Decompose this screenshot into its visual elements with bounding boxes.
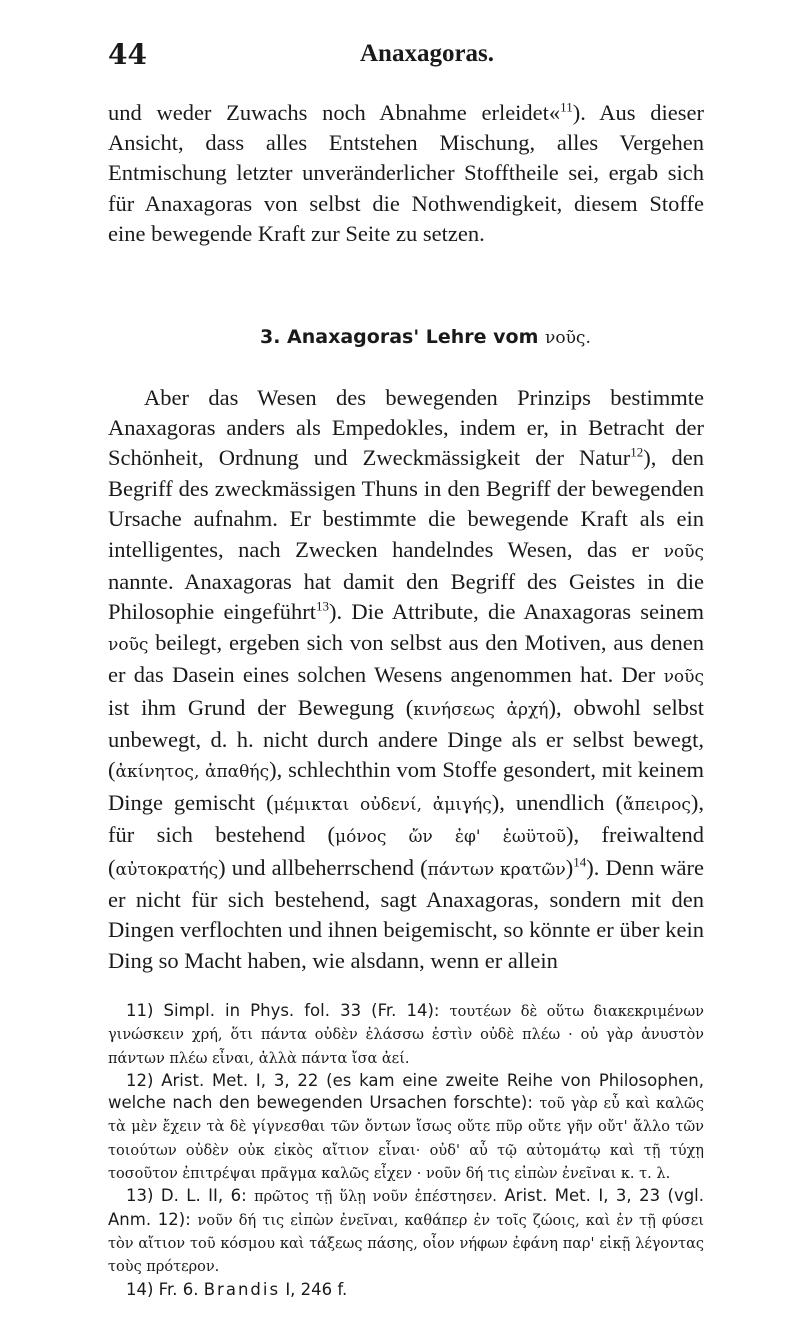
section-title: 3. Anaxagoras' Lehre vom bbox=[260, 326, 539, 348]
footnote-13: 13) D. L. II, 6: πρῶτος τῇ ὕλῃ νοῦν ἐπέστησεν. Arist. Met. I, 3, 23 (vgl. Anm. 12): νοῦν δή τις εἰπὼν ἐνεῖναι, καθάπερ ἐν τοῖς ζώοις, καὶ ἐν τῇ φύσει τὸν αἴτιον τοῦ κόσμου καὶ τάξεως πάσης, οἷον νήφων ἐφάνη παρ' εἰκῇ λέγοντας τοὺς πρότερον. bbox=[108, 1186, 705, 1276]
running-title: Anaxagoras. bbox=[360, 40, 495, 67]
footnote-ref-14[interactable]: 14 bbox=[573, 854, 587, 870]
main-text-8: ), schlechthin vom Stoffe gesondert, mit keinem Dinge gemischt ( bbox=[108, 757, 704, 815]
greek-apeiros: ἄπειρος bbox=[622, 794, 691, 815]
main-text-12: ) und allbeherrschend ( bbox=[218, 854, 428, 880]
greek-autokrates: αὐτοκρατής bbox=[115, 859, 219, 880]
main-text-13: ) bbox=[565, 854, 574, 880]
footnote-ref-12[interactable]: 12 bbox=[630, 444, 644, 460]
greek-nous: νοῦς bbox=[663, 541, 704, 562]
greek-memiktai: μέμικται οὐδενί, ἀμιγής bbox=[273, 794, 492, 815]
intro-text-b: ). Aus dieser Ansicht, dass alles Entstehen Mischung, alles Vergehen Entmischung letzter unveränderlicher Stofftheile sei, ergab sich für Anaxagoras von selbst die Nothwendigkeit, diesem Stoffe eine bewegende Kraft zur Seite zu setzen. bbox=[108, 100, 704, 246]
footnote-14: 14) Fr. 6. Brandis I, 246 f. bbox=[126, 1279, 348, 1299]
main-text-10: ), für sich bestehend ( bbox=[108, 789, 704, 848]
intro-text-a: und weder Zuwachs noch Abnahme erleidet« bbox=[108, 100, 561, 125]
section-title-greek: νοῦς. bbox=[545, 328, 591, 348]
greek-nous: νοῦς bbox=[663, 667, 705, 688]
greek-akinetos: ἀκίνητος, ἀπαθής bbox=[115, 762, 270, 783]
section-heading bbox=[260, 326, 591, 348]
main-text-2: ), den Begriff des zweckmässigen Thuns in den Begriff der bewegenden Ursache aufnahm. Er bestimmte die bewegende Kraft als ein intelligentes, nach Zwecken handelndes Wesen, das er bbox=[108, 445, 704, 562]
greek-monos: μόνος ὤν ἐφ' ἑωϋτοῦ bbox=[335, 827, 567, 848]
main-text-3: nannte. Anaxagoras hat damit den Begriff des Geistes in die Philosophie eingeführt bbox=[108, 568, 704, 625]
main-text-9: ), unendlich ( bbox=[491, 789, 623, 815]
page-number: 44 bbox=[108, 38, 147, 71]
main-text-6: ist ihm Grund der Bewegung ( bbox=[108, 694, 414, 720]
intro-paragraph bbox=[108, 98, 704, 249]
footnote-ref-11[interactable]: 11 bbox=[560, 99, 573, 115]
main-paragraph bbox=[108, 360, 704, 999]
main-text-5: beilegt, ergeben sich von selbst aus den Motiven, aus denen er das Dasein eines solchen Wesens angenommen hat. Der bbox=[108, 629, 704, 688]
main-text-11: ), freiwaltend ( bbox=[108, 822, 704, 880]
main-text-1: Aber das Wesen des bewegenden Prinzips bestimmte Anaxagoras anders als Empedokles, indem er, in Betracht der Schönheit, Ordnung und Zweckmässigkeit der Natur bbox=[108, 384, 704, 471]
footnote-11: 11) Simpl. in Phys. fol. 33 (Fr. 14): τουτέων δὲ οὕτω διακεκριμένων γινώσκειν χρή, ὅτι πάντα οὐδὲν ἐλάσσω ἐστὶν οὐδὲ πλέω · οὐ γὰρ ἀνυστὸν πάντων πλέω εἶναι, ἀλλὰ πάντα ἴσα ἀεί. bbox=[108, 1001, 704, 1067]
main-text-14: ). Denn wäre er nicht für sich bestehend, sagt Anaxagoras, sondern mit den Dingen verflochten und ihnen beigemischt, so könnte er über kein Ding so Macht haben, wie alsdann, wenn er allein bbox=[108, 854, 704, 973]
footnote-12: 12) Arist. Met. I, 3, 22 (es kam eine zweite Reihe von Philosophen, welche nach den bewegenden Ursachen forschte): τοῦ γὰρ εὖ καὶ καλῶς τὰ μὲν ἔχειν τὰ δὲ γίγνεσθαι τῶν ὄντων ἴσως οὔτε πῦρ οὔτε γῆν οὔτ' ἄλλο τῶν τοιούτων οὐδὲν οὐκ εἰκὸς αἴτιον εἶναι· οὐδ' αὖ τῷ αὐτομάτῳ καὶ τῇ τύχῃ τοσοῦτον ἐπιτρέψαι πρᾶγμα καλῶς εἶχεν · νοῦν δή τις εἰπὼν ἐνεῖναι κ. τ. λ. bbox=[108, 1070, 705, 1183]
running-head bbox=[108, 38, 708, 74]
main-text-7: ), obwohl selbst unbewegt, d. h. nicht durch andere Dinge als er selbst bewegt, ( bbox=[108, 694, 704, 783]
footnote-ref-13[interactable]: 13 bbox=[316, 598, 329, 614]
main-text-4: ). Die Attribute, die Anaxagoras seinem bbox=[329, 599, 704, 625]
greek-panton: πάντων κρατῶν bbox=[427, 859, 566, 880]
footnotes bbox=[108, 1000, 704, 1301]
greek-nous: νοῦς bbox=[108, 634, 149, 655]
greek-kinesis: κινήσεως ἀρχή bbox=[413, 699, 549, 720]
